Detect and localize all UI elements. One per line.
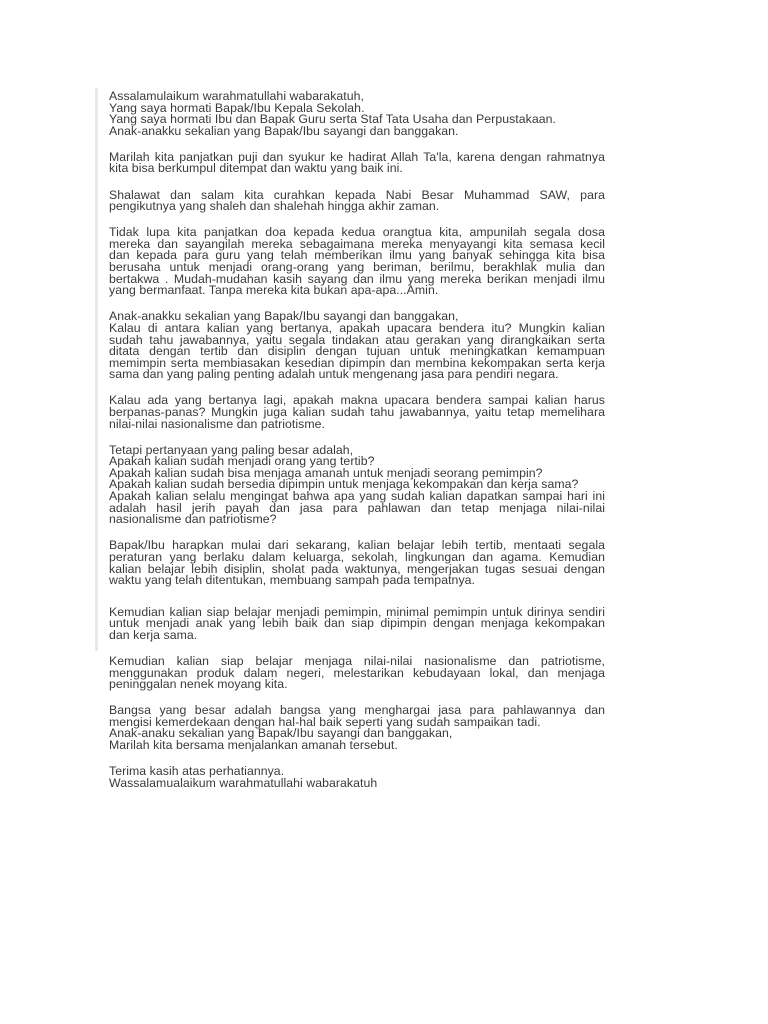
paragraph: [109, 705, 605, 751]
paragraph: [109, 187, 605, 214]
text-line: Apakah kalian sudah bisa menjaga amanah untuk menjadi seorang pemimpin?: [109, 465, 543, 480]
text-line: nilai-nilai nasionalisme dan patriotisme.: [109, 416, 325, 431]
text-line: peraturan yang berlaku dalam keluarga, sekolah, lingkungan dan agama. Kemudian: [109, 549, 605, 564]
text-line: kita bisa berkumpul ditempat dan waktu yang baik ini.: [109, 161, 403, 176]
text-line: Apakah kalian selalu mengingat bahwa apa yang sudah kalian dapatkan sampai hari ini: [109, 489, 605, 504]
paragraph: [109, 766, 605, 789]
text-line: nasionalisme dan patriotisme?: [109, 512, 277, 527]
text-line: pengikutnya yang shaleh dan shalehah hingga akhir zaman.: [109, 199, 440, 214]
left-margin-rule: [95, 88, 98, 597]
text-line: adalah hasil jerih payah dan jasa para pahlawan dan tetap menjaga nilai-nilai: [109, 500, 605, 515]
text-line: Anak-anaku sekalian yang Bapak/Ibu sayangi dan banggakan,: [109, 726, 453, 741]
text-line: Anak-anakku sekalian yang Bapak/Ibu sayangi dan banggakan,: [109, 309, 459, 324]
text-line: Assalamulaikum warahmatullahi wabarakatuh,: [109, 89, 364, 103]
text-line: Kalau ada yang bertanya lagi, apakah makna upacara bendera sampai kalian harus: [109, 393, 605, 408]
text-line: Yang saya hormati Bapak/Ibu Kepala Sekolah.: [109, 100, 365, 115]
paragraph: [109, 604, 605, 642]
text-line: Marilah kita bersama menjalankan amanah tersebut.: [109, 738, 398, 753]
text-line: mereka dan sayangilah mereka sebagaimana mereka menyayangi kita semasa kecil: [109, 236, 605, 251]
text-line: berusaha untuk menjadi orang-orang yang beriman, berilmu, berakhlak mulia dan: [109, 260, 605, 275]
text-line: kalian belajar lebih disiplin, sholat pada waktunya, mengerjakan tugas sesuai dengan: [109, 561, 605, 576]
text-line: Bangsa yang besar adalah bangsa yang menghargai jasa para pahlawannya dan: [109, 703, 605, 718]
text-line: menggunakan produk dalam negeri, melestarikan kebudayaan lokal, dan menjaga: [109, 665, 605, 680]
text-line: Tetapi pertanyaan yang paling besar adalah,: [109, 442, 354, 457]
text-line: Yang saya hormati Ibu dan Bapak Guru serta Staf Tata Usaha dan Perpustakaan.: [109, 112, 556, 127]
document-page: [95, 88, 605, 789]
text-line: dan kerja sama.: [109, 627, 198, 642]
text-line: peninggalan nenek moyang kita.: [109, 677, 288, 692]
text-line: Terima kasih atas perhatiannya.: [109, 764, 285, 779]
document-section-lower: [95, 597, 605, 790]
text-line: yang bermanfaat. Tanpa mereka kita bukan apa-apa...Amin.: [109, 283, 439, 298]
text-line: untuk menjadi anak yang lebih baik dan siap dipimpin dengan menjaga kekompakan: [109, 616, 605, 631]
text-line: waktu yang telah ditentukan, membuang sampah pada tempatnya.: [109, 573, 475, 588]
text-line: bertakwa . Mudah-mudahan kasih sayang dan ilmu yang mereka berikan menjadi ilmu: [109, 271, 605, 286]
paragraph: [109, 540, 605, 586]
text-line: Kalau di antara kalian yang bertanya, apakah upacara bendera itu? Mungkin kalian: [109, 320, 605, 335]
text-line: Shalawat dan salam kita curahkan kepada Nabi Besar Muhammad SAW, para: [109, 187, 605, 202]
text-line: Kemudian kalian siap belajar menjaga nilai-nilai nasionalisme dan patriotisme,: [109, 653, 605, 668]
text-line: Apakah kalian sudah menjadi orang yang tertib?: [109, 454, 375, 469]
paragraph: [109, 311, 605, 381]
text-line: dan kepada para guru yang telah memberikan ilmu yang banyak sehingga kita bisa: [109, 248, 605, 263]
text-line: sudah tahu jawabannya, yaitu segala tindakan atau gerakan yang dirangkaikan serta: [109, 332, 605, 347]
paragraph: [109, 442, 605, 527]
text-line: sama dan yang paling penting adalah untuk mengenang jasa para pendiri negara.: [109, 367, 559, 382]
text-line: ditata dengan tertib dan disiplin dengan tujuan untuk meningkatkan kemampuan: [109, 344, 605, 359]
text-line: Kemudian kalian siap belajar menjadi pemimpin, minimal pemimpin untuk dirinya sendiri: [109, 604, 605, 619]
text-line: memimpin serta membiasakan kesedian dipimpin dan membina kekompakan serta kerja: [109, 355, 605, 370]
paragraph: [109, 395, 605, 430]
text-line: Anak-anakku sekalian yang Bapak/Ibu sayangi dan banggakan.: [109, 123, 459, 138]
paragraph: [109, 149, 605, 176]
text-line: Wassalamualaikum warahmatullahi wabarakatuh: [109, 775, 378, 790]
text-line: Tidak lupa kita panjatkan doa kepada kedua orangtua kita, ampunilah segala dosa: [109, 225, 605, 240]
paragraph: [109, 227, 605, 297]
left-margin-rule: [95, 597, 98, 652]
text-line: mengisi kemerdekaan dengan hal-hal baik seperti yang sudah sampaikan tadi.: [109, 714, 541, 729]
paragraph: [109, 91, 605, 137]
text-line: Bapak/Ibu harapkan mulai dari sekarang, kalian belajar lebih tertib, mentaati segala: [109, 538, 605, 553]
text-line: berpanas-panas? Mungkin juga kalian sudah tahu jawabannya, yaitu tetap memelihara: [109, 404, 605, 419]
text-line: Apakah kalian sudah bersedia dipimpin untuk menjaga kekompakan dan kerja sama?: [109, 477, 579, 492]
paragraph: [109, 653, 605, 692]
document-section-upper: [95, 88, 605, 597]
text-line: Marilah kita panjatkan puji dan syukur ke hadirat Allah Ta'la, karena dengan rahmatnya: [109, 149, 605, 164]
